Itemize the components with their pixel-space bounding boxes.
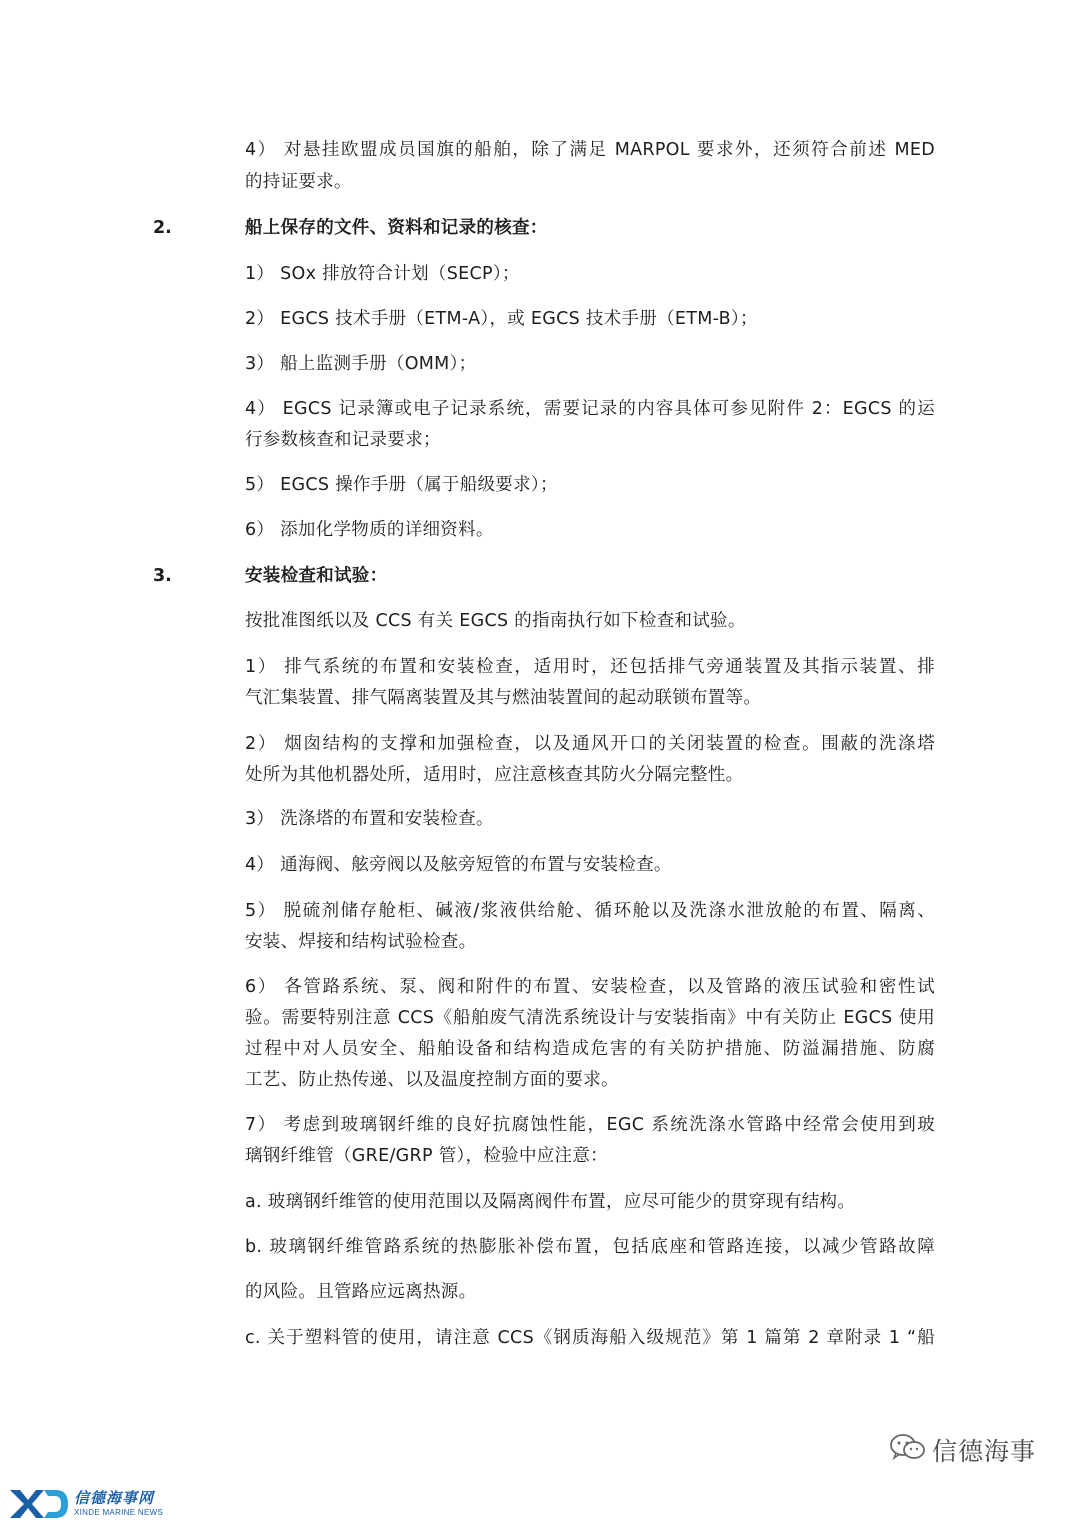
list-item: 处所为其他机器处所，适用时，应注意核查其防火分隔完整性。 — [245, 765, 744, 785]
list-item: 2） 烟囱结构的支撑和加强检查，以及通风开口的关闭装置的检查。围蔽的洗涤塔 — [245, 734, 935, 754]
brand-logo — [8, 1486, 168, 1522]
list-item: 4） 通海阀、舷旁阀以及舷旁短管的布置与安装检查。 — [245, 855, 672, 875]
paragraph-line: 的持证要求。 — [245, 172, 352, 192]
section-title: 船上保存的文件、资料和记录的核查： — [245, 218, 548, 238]
section-title: 安装检查和试验： — [245, 566, 388, 586]
wechat-icon — [888, 1432, 928, 1462]
paragraph-line: 4） 对悬挂欧盟成员国旗的船舶，除了满足 MARPOL 要求外，还须符合前述 MED — [245, 140, 935, 160]
section-number: 3. — [153, 566, 172, 586]
list-item: b. 玻璃钢纤维管路系统的热膨胀补偿布置，包括底座和管路连接，以减少管路故障 — [245, 1237, 935, 1257]
list-item: 过程中对人员安全、船舶设备和结构造成危害的有关防护措施、防溢漏措施、防腐 — [245, 1039, 935, 1059]
list-item: c. 关于塑料管的使用，请注意 CCS《钢质海船入级规范》第 1 篇第 2 章附录 1 “船 — [245, 1328, 935, 1348]
paragraph-line: 按批准图纸以及 CCS 有关 EGCS 的指南执行如下检查和试验。 — [245, 611, 746, 631]
list-item: 6） 各管路系统、泵、阀和附件的布置、安装检查，以及管路的液压试验和密性试 — [245, 977, 935, 997]
list-item: 气汇集装置、排气隔离装置及其与燃油装置间的起动联锁布置等。 — [245, 688, 762, 708]
list-item: 5） 脱硫剂储存舱柜、碱液/浆液供给舱、循环舱以及洗涤水泄放舱的布置、隔离、 — [245, 901, 935, 921]
watermark-text: 信德海事 — [932, 1437, 1037, 1466]
list-item: 6） 添加化学物质的详细资料。 — [245, 520, 494, 540]
list-item: 1） SOx 排放符合计划（SECP）； — [245, 264, 520, 284]
list-item: 3） 洗涤塔的布置和安装检查。 — [245, 809, 494, 829]
list-item: 工艺、防止热传递、以及温度控制方面的要求。 — [245, 1070, 619, 1090]
list-item: 1） 排气系统的布置和安装检查，适用时，还包括排气旁通装置及其指示装置、排 — [245, 657, 935, 677]
list-item: 安装、焊接和结构试验检查。 — [245, 932, 477, 952]
xd-logo-icon — [8, 1486, 70, 1520]
list-item: 5） EGCS 操作手册（属于船级要求）； — [245, 475, 558, 495]
list-item: 7） 考虑到玻璃钢纤维的良好抗腐蚀性能，EGC 系统洗涤水管路中经常会使用到玻 — [245, 1115, 935, 1135]
wechat-watermark — [888, 1428, 1068, 1468]
section-number: 2. — [153, 218, 172, 238]
logo-en-text: XINDE MARINE NEWS — [74, 1508, 164, 1517]
list-item: 璃钢纤维管（GRE/GRP 管），检验中应注意： — [245, 1146, 608, 1166]
list-item: 3） 船上监测手册（OMM）； — [245, 354, 477, 374]
list-item: a. 玻璃钢纤维管的使用范围以及隔离阀件布置，应尽可能少的贯穿现有结构。 — [245, 1192, 856, 1212]
list-item: 2） EGCS 技术手册（ETM-A），或 EGCS 技术手册（ETM-B）； — [245, 309, 758, 329]
list-item: 的风险。且管路应远离热源。 — [245, 1282, 477, 1302]
list-item: 4） EGCS 记录簿或电子记录系统，需要记录的内容具体可参见附件 2：EGCS 的运 — [245, 399, 935, 419]
list-item: 验。需要特别注意 CCS《船舶废气清洗系统设计与安装指南》中有关防止 EGCS 使用 — [245, 1008, 935, 1028]
list-item: 行参数核查和记录要求； — [245, 430, 441, 450]
logo-cn-text: 信德海事网 — [74, 1489, 155, 1507]
